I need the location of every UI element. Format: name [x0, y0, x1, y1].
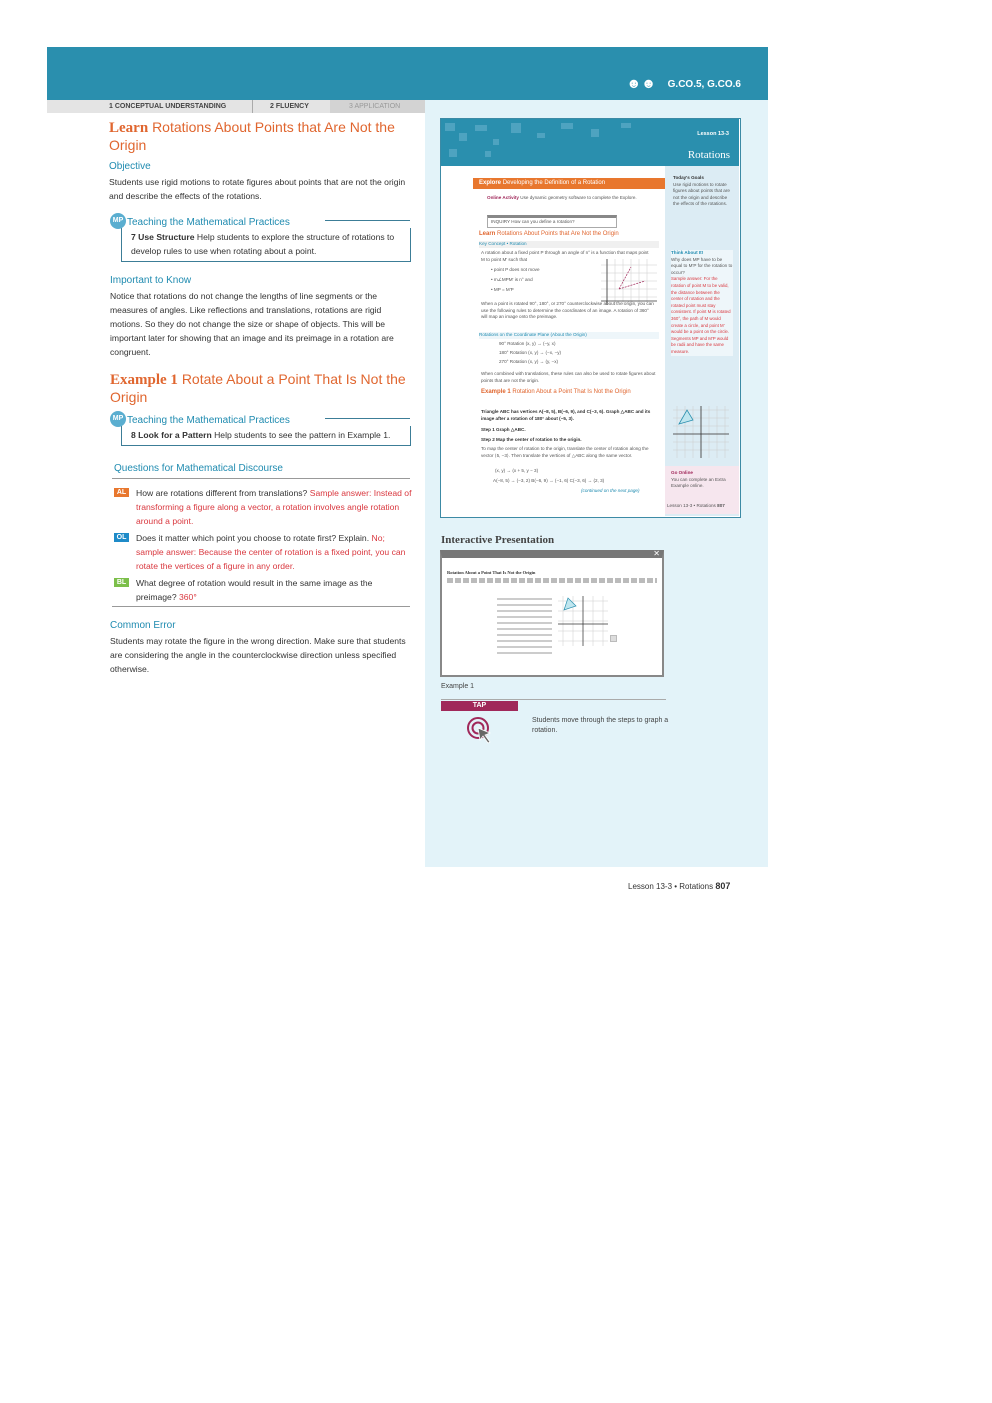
important-text: Notice that rotations do not change the lengths of line segments or the measures of angles. Like reflections and translations, rotations are rigid motions. So they do not change the size or shape of objects. This will be important later for showing that an image and its preimage in a rotation are congruent.: [110, 291, 394, 357]
mp-box-1: MP Teaching the Mathematical Practices 7 Use Structure Help students to explore the structure of rotations to develop rules to use when rotating about a point.: [110, 212, 410, 262]
interactive-screen[interactable]: ✕ Rotation About a Point That Is Not the Origin: [440, 550, 664, 677]
mp-icon: MP: [110, 411, 126, 427]
example-title: Example 1 Rotate About a Point That Is Not the Origin: [110, 371, 406, 405]
example-caption: Example 1: [441, 683, 475, 690]
tap-text: Students move through the steps to graph a rotation.: [532, 717, 669, 734]
common-error-text: Students may rotate the figure in the wrong direction. Make sure that students are considering the angle in the counterclockwise direction unless specified otherwise.: [110, 636, 406, 674]
student-page-thumbnail: Lesson 13-3 Rotations Today's Goals Use rigid motions to rotate figures about points that are not the origin and describe the effects of the rotations. Think About It! Why does MP have to be equal to M'P for the rotation to occur? Sample answer: For the rotation of point M to be valid, the distance between the center of rotation and the rotated point must stay consistent. If point M is rotated 360°, the path of M would create a circle, and point M' would be a point on the circle. Segments MP and M'P would be radii and have the same measure. Go Online You can complete an Extra Example online. Explore Developing the Definition of a Rotation Online Activity Use dynamic geometry software to complete the Explore. INQUIRY How can you define a rotation? Learn Rotations About Points that Are Not the Origin Key Concept • Rotation A rotation about a fixed point P through an angle of n° is a function that maps point M to point M' such that • point P does not move • m∠MPM' is n° and • MP = M'P When a point is rotated 90°, 180°, or 270° counterclockwise about the origin, you can use the following rules to determine the coordinates of an image. A rotation of 360° will map an image onto the preimage. Rotations on the Coordinate Plane (About the Origin) 90° Rotation (x, y) → (−y, x) 180° Rotation (x, y) → (−x, −y) 270° Rotation (x, y) → (y, −x) When combined with translations, these rules can also be used to rotate figures about points that are not the origin. Example 1 Rotation About a Point That Is Not the Origin Triangle ABC has vertices A(−8, 5), B(−6, 9), and C(−3, 6). Graph △ABC and its image after a rotation of 180° about (−5, 3). Step 1 Graph △ABC. Step 2 Map the center of rotation to the origin. To map the center of rotation to the origin, translate the center of rotation along the vector ⟨5, −3⟩. Then translate the vertices of △ABC along the same vector. (x, y) → (x + 5, y − 3) A(−8, 5) → (−3, 2) B(−6, 9) → (−1, 6) C(−3, 6) → (2, 3) (continued on the next page) Lesson 13-3 • Rotations 807: [440, 118, 741, 518]
people-icon: ☻☻: [626, 75, 656, 91]
thumb-explore-bar: Explore Developing the Definition of a Rotation: [473, 178, 665, 189]
mp-heading: Teaching the Mathematical Practices: [127, 217, 296, 228]
important-heading: Important to Know: [110, 275, 192, 286]
mp-icon: MP: [110, 213, 126, 229]
question-bl: BL What degree of rotation would result in the same image as the preimage? 360°: [114, 576, 412, 604]
tab-fluency[interactable]: 2 FLUENCY: [270, 103, 309, 110]
tap-cursor-icon: [467, 717, 493, 745]
page-footer: Lesson 13-3 • Rotations 807: [628, 881, 731, 891]
mp-heading: Teaching the Mathematical Practices: [127, 415, 296, 426]
objective-text: Students use rigid motions to rotate figures about points that are not the origin and describe the effects of the rotations.: [109, 177, 406, 201]
common-error-heading: Common Error: [110, 620, 176, 631]
standards: G.CO.5, G.CO.6: [667, 79, 741, 90]
level-tabs: [47, 100, 425, 113]
question-ol: OL Does it matter which point you choose to rotate first? Explain. No; sample answer: Because the center of rotation is a fixed point, you can rotate the vertices of a figure in any order.: [114, 531, 412, 573]
thumb-sidebar: Today's Goals Use rigid motions to rotate figures about points that are not the origin and describe the effects of the rotations. Think About It! Why does MP have to be equal to M'P for the rotation to occur? Sample answer: For the rotation of point M to be valid, the distance between the center of rotation and the rotated point must stay consistent. If point M is rotated 360°, the path of M would create a circle, and point M' would be a point on the circle. Segments MP and M'P would be radii and have the same measure. Go Online You can complete an Extra Example online.: [665, 166, 739, 516]
close-icon[interactable]: ✕: [653, 549, 660, 558]
question-al: AL How are rotations different from translations? Sample answer: Instead of transforming a figure along a vector, a rotation involves angle rotation around a point.: [114, 486, 412, 528]
tab-application[interactable]: 3 APPLICATION: [330, 100, 425, 113]
learn-title: Learn Rotations About Points that Are Not the Origin: [109, 119, 395, 153]
interactive-heading: Interactive Presentation: [441, 534, 555, 546]
objective-heading: Objective: [109, 161, 151, 172]
header-bar: [47, 47, 768, 100]
thumb-kc-graph: [601, 259, 657, 305]
tap-label: TAP: [441, 701, 518, 711]
discourse-heading: Questions for Mathematical Discourse: [114, 463, 283, 474]
tab-conceptual[interactable]: 1 CONCEPTUAL UNDERSTANDING: [109, 103, 227, 110]
lesson-banner: Lesson 13-3 Rotations: [441, 119, 739, 166]
mp-box-2: MP Teaching the Mathematical Practices 8 Look for a Pattern Help students to see the pattern in Example 1.: [110, 410, 410, 446]
thumb-graph: [673, 406, 729, 458]
